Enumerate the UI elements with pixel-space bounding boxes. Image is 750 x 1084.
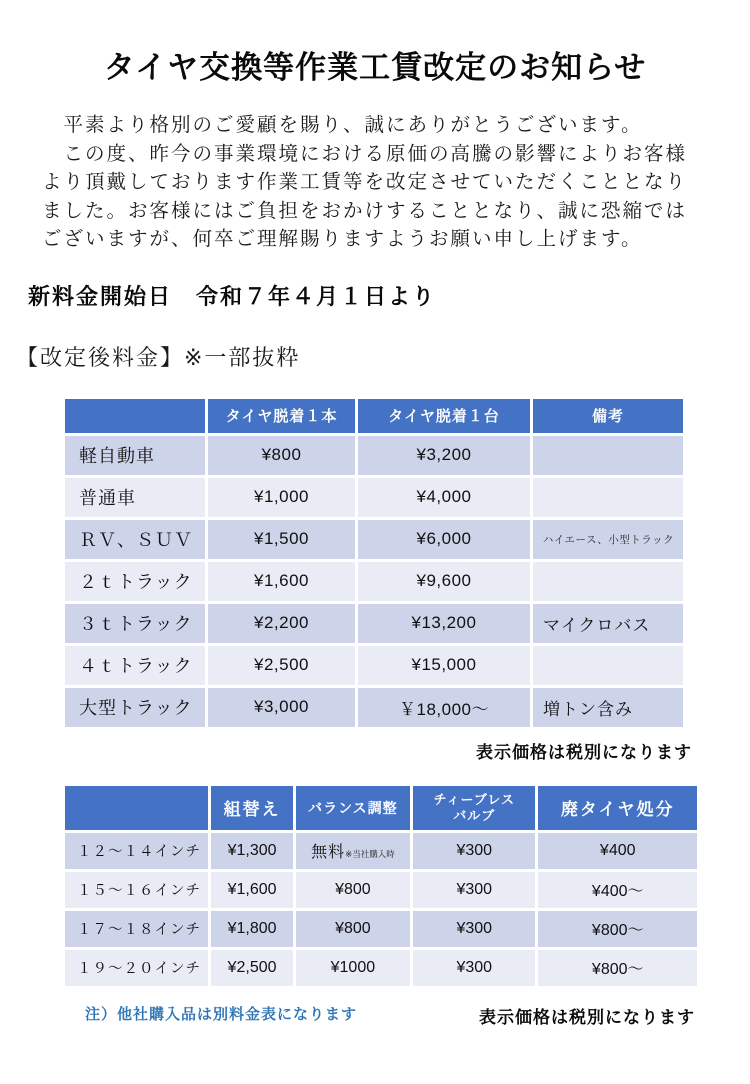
start-date-heading: 新料金開始日 令和７年４月１日より [28, 283, 437, 309]
table-row [65, 646, 683, 685]
table2-header-balance: バランス調整 [296, 786, 410, 830]
tire-size-cell: １２～１４インチ [65, 833, 208, 869]
kumikae-price-cell: ¥2,500 [211, 950, 292, 986]
price-per-tire-cell: ¥2,500 [208, 646, 355, 685]
note-other-purchase: 注）他社購入品は別料金表になります [85, 1005, 358, 1023]
table-row [65, 520, 683, 559]
table-row [65, 436, 683, 475]
table1-header-row [65, 399, 683, 433]
price-per-unit-cell: ¥4,000 [358, 478, 530, 517]
free-condition-note: ※当社購入時 [345, 849, 395, 859]
balance-price-cell: ¥1000 [296, 950, 410, 986]
valve-price-cell: ¥300 [413, 950, 535, 986]
balance-price-cell: ¥800 [296, 872, 410, 908]
disposal-price-cell: ¥400～ [538, 872, 697, 908]
tire-size-cell: １９～２０インチ [65, 950, 208, 986]
remarks-cell [533, 646, 683, 685]
balance-price-cell: ¥800 [296, 911, 410, 947]
table-row [65, 911, 697, 947]
table2-header-row [65, 786, 697, 830]
price-per-tire-cell: ¥3,000 [208, 688, 355, 727]
price-per-unit-cell: ¥13,200 [358, 604, 530, 643]
footer-notes [85, 1003, 695, 1028]
tire-service-price-table [62, 783, 700, 989]
tire-size-cell: １７～１８インチ [65, 911, 208, 947]
tubeless-label-line1: チィーブレス [433, 791, 515, 807]
table-row [65, 950, 697, 986]
price-per-tire-cell: ¥1,500 [208, 520, 355, 559]
paragraph-line: この度、昨今の事業環境における原価の高騰の影響によりお客様 [42, 142, 688, 165]
kumikae-price-cell: ¥1,600 [211, 872, 292, 908]
remarks-cell [533, 562, 683, 601]
table-row [65, 562, 683, 601]
table-row [65, 833, 697, 869]
table2-header-disposal: 廃タイヤ処分 [538, 786, 697, 830]
tire-removal-price-table [62, 396, 686, 730]
price-per-tire-cell: ¥1,000 [208, 478, 355, 517]
tubeless-label-line2: バルブ [453, 807, 496, 823]
intro-paragraph [42, 111, 712, 254]
table-row [65, 478, 683, 517]
valve-price-cell: ¥300 [413, 833, 535, 869]
kumikae-price-cell: ¥1,800 [211, 911, 292, 947]
table1-header-blank [65, 399, 205, 433]
vehicle-type-cell: ＲＶ、ＳＵＶ [65, 520, 205, 559]
remarks-cell: マイクロバス [533, 604, 683, 643]
price-per-tire-cell: ¥800 [208, 436, 355, 475]
paragraph-line: ました。お客様にはご負担をおかけすることとなり、誠に恐縮では [42, 199, 688, 222]
disposal-price-cell: ¥400 [538, 833, 697, 869]
table2-header-tubeless-valve [413, 786, 535, 830]
kumikae-price-cell: ¥1,300 [211, 833, 292, 869]
remarks-cell: ハイエース、小型トラック [533, 520, 683, 559]
disposal-price-cell: ¥800～ [538, 911, 697, 947]
vehicle-type-cell: 軽自動車 [65, 436, 205, 475]
paragraph-line: より頂戴しております作業工賃等を改定させていただくこととなり [42, 171, 688, 193]
price-per-tire-cell: ¥2,200 [208, 604, 355, 643]
page-title: タイヤ交換等作業工賃改定のお知らせ [103, 50, 647, 85]
remarks-cell: 増トン含み [533, 688, 683, 727]
tire-size-cell: １５～１６インチ [65, 872, 208, 908]
paragraph-line: ございますが、何卒ご理解賜りますようお願い申し上げます。 [42, 228, 643, 250]
table1-header-per-unit: タイヤ脱着１台 [358, 399, 530, 433]
disposal-price-cell: ¥800～ [538, 950, 697, 986]
table-row [65, 688, 683, 727]
price-per-tire-cell: ¥1,600 [208, 562, 355, 601]
table-row [65, 604, 683, 643]
price-per-unit-cell: ¥6,000 [358, 520, 530, 559]
free-label: 無料 [311, 844, 346, 861]
table1-header-remarks: 備考 [533, 399, 683, 433]
price-per-unit-cell: ¥3,200 [358, 436, 530, 475]
vehicle-type-cell: ４ｔトラック [65, 646, 205, 685]
valve-price-cell: ¥300 [413, 911, 535, 947]
tax-note: 表示価格は税別になります [479, 1007, 695, 1027]
vehicle-type-cell: 普通車 [65, 478, 205, 517]
revised-price-heading: 【改定後料金】※一部抜粋 [16, 344, 301, 370]
vehicle-type-cell: ２ｔトラック [65, 562, 205, 601]
price-per-unit-cell: ¥15,000 [358, 646, 530, 685]
remarks-cell [533, 436, 683, 475]
paragraph-line: 平素より格別のご愛顧を賜り、誠にありがとうございます。 [42, 114, 643, 136]
tax-note: 表示価格は税別になります [476, 742, 692, 762]
vehicle-type-cell: 大型トラック [65, 688, 205, 727]
table-row [65, 872, 697, 908]
valve-price-cell: ¥300 [413, 872, 535, 908]
remarks-cell [533, 478, 683, 517]
table2-header-kumikae: 組替え [211, 786, 292, 830]
balance-price-cell [296, 833, 410, 869]
price-per-unit-cell: ￥18,000～ [358, 688, 530, 727]
vehicle-type-cell: ３ｔトラック [65, 604, 205, 643]
price-per-unit-cell: ¥9,600 [358, 562, 530, 601]
table1-header-per-tire: タイヤ脱着１本 [208, 399, 355, 433]
table2-header-blank [65, 786, 208, 830]
